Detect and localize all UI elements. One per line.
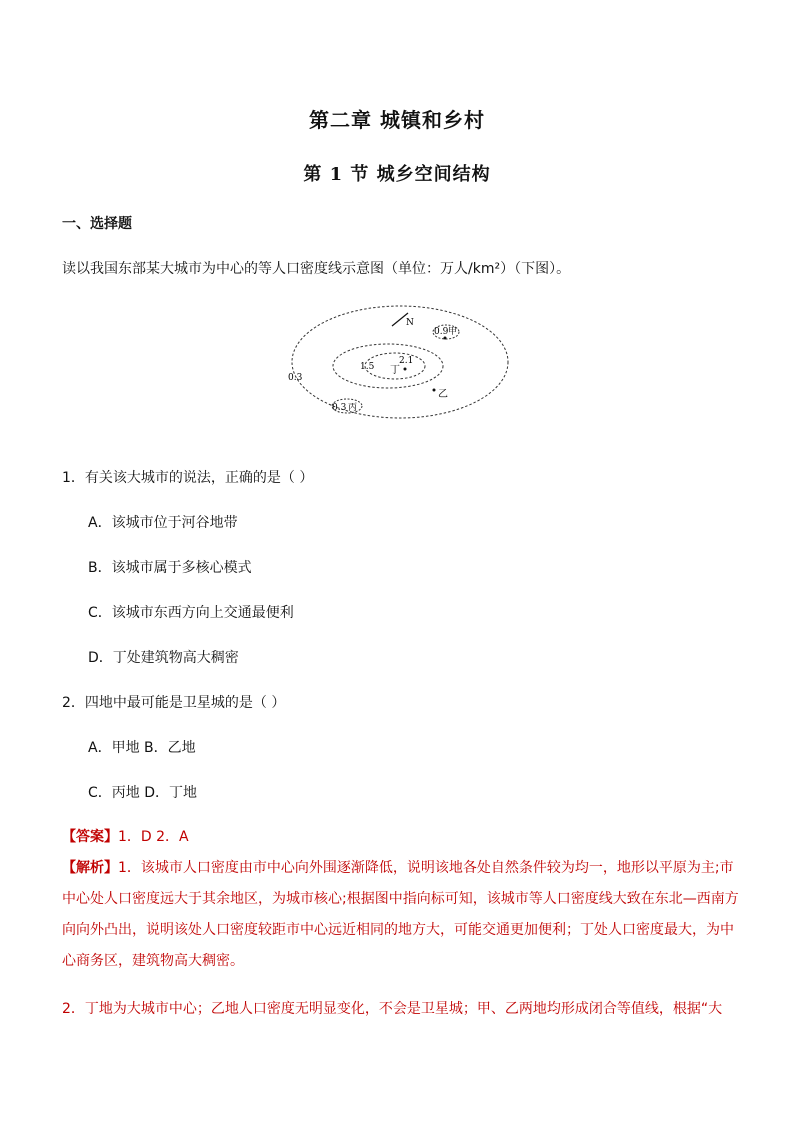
label-jia-value: 0.9 xyxy=(434,327,449,337)
chapter-title: 第二章 城镇和乡村 xyxy=(309,108,485,132)
question-1-option-d: D．丁处建筑物高大稠密 xyxy=(88,650,239,666)
isoline-mid xyxy=(333,344,443,388)
question-2-options-cd: C．丙地 D．丁地 xyxy=(88,785,198,801)
question-1-option-c: C．该城市东西方向上交通最便利 xyxy=(88,605,294,621)
label-yi: 乙 xyxy=(438,389,448,400)
north-label: N xyxy=(406,318,414,328)
label-bing-value: 0.3 xyxy=(332,403,347,413)
answer-line xyxy=(62,826,189,846)
question-type-heading: 一、选择题 xyxy=(62,216,132,232)
analysis-paragraph-2: 2．丁地为大城市中心；乙地人口密度无明显变化，不会是卫星城；甲、乙两地均形成闭合等值线，根据“大 xyxy=(62,1001,723,1017)
label-mid: 1.5 xyxy=(360,362,375,372)
analysis-paragraph-1 xyxy=(62,853,742,977)
point-yi xyxy=(433,389,436,392)
label-bing: 丙 xyxy=(348,403,358,413)
label-jia: 甲 xyxy=(448,327,458,337)
label-ding: 丁 xyxy=(390,365,400,376)
question-1-option-a: A．该城市位于河谷地带 xyxy=(88,515,238,531)
answer-text: 1．D 2．A xyxy=(118,829,189,845)
label-outer: 0.3 xyxy=(288,373,303,383)
intro-text: 读以我国东部某大城市为中心的等人口密度线示意图（单位：万人/km²）（下图）。 xyxy=(62,261,571,277)
label-inner: 2.1 xyxy=(399,356,414,366)
question-2-stem: 2．四地中最可能是卫星城的是（ ） xyxy=(62,695,286,711)
question-1-stem: 1．有关该大城市的说法，正确的是（ ） xyxy=(62,470,314,486)
analysis-text-1: 1．该城市人口密度由市中心向外围逐渐降低，说明该地各处自然条件较为均一，地形以平原为主;市中心处人口密度远大于其余地区，为城市核心;根据图中指向标可知，该城市等人口密度线大致在东北—西南方向向外凸出，说明该处人口密度较距市中心远近相同的地方大，可能交通更加便利；丁处人口密度最大，为中心商务区，建筑物高大稠密。 xyxy=(62,860,739,969)
question-1-option-b: B．该城市属于多核心模式 xyxy=(88,560,252,576)
point-ding xyxy=(404,368,407,371)
question-2-options-ab: A．甲地 B．乙地 xyxy=(88,740,196,756)
answer-label: 【答案】 xyxy=(62,829,118,845)
section-title: 第 1 节 城乡空间结构 xyxy=(303,164,491,185)
point-jia xyxy=(444,337,447,340)
population-density-figure xyxy=(280,300,520,425)
analysis-label: 【解析】 xyxy=(62,860,118,876)
